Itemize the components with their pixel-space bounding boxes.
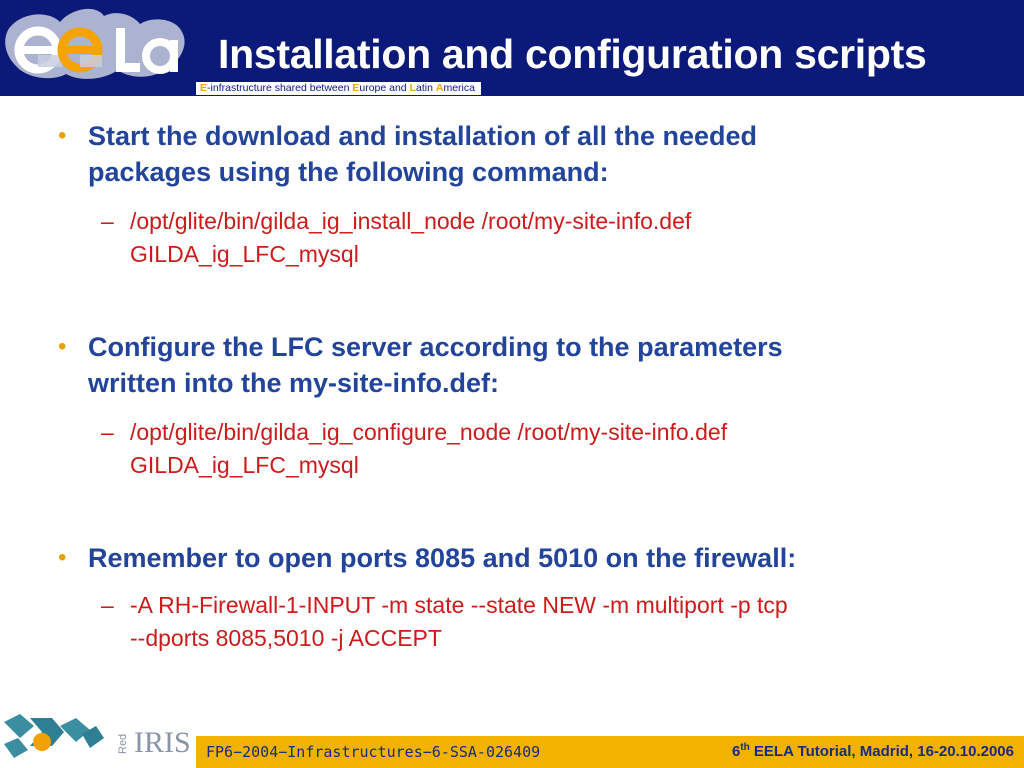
eela-logo — [0, 0, 200, 96]
subtitle-letter: L — [409, 82, 416, 94]
command-line: GILDA_ig_LFC_mysql — [130, 241, 359, 267]
footer-event-text: EELA Tutorial, Madrid, 16-20.10.2006 — [749, 743, 1014, 760]
footer-event — [732, 743, 1014, 761]
bullet-line: Configure the LFC server according to the parameters — [88, 332, 783, 362]
subtitle-letter: E — [200, 82, 208, 94]
command-line: /opt/glite/bin/gilda_ig_configure_node /root/my-site-info.def — [130, 419, 728, 445]
footer-project-code: FP6−2004−Infrastructures−6-SSA-026409 — [206, 743, 541, 761]
bullet-text — [88, 540, 988, 576]
command-line: /opt/glite/bin/gilda_ig_install_node /root/my-site-info.def — [130, 208, 692, 234]
command-line: -A RH-Firewall-1-INPUT -m state --state NEW -m multiport -p tcp — [130, 592, 788, 618]
bullet-marker: • — [58, 333, 67, 360]
rediris-chevron-icon — [4, 714, 34, 738]
bullet-marker: • — [58, 544, 67, 571]
sub-bullet-marker: – — [101, 208, 114, 234]
bullet-text — [88, 329, 988, 401]
footer-event-sup: th — [740, 742, 750, 753]
bullet-line: written into the my-site-info.def: — [88, 368, 499, 398]
bullet-text — [88, 118, 988, 190]
command-line: GILDA_ig_LFC_mysql — [130, 452, 359, 478]
subtitle-text: merica — [443, 82, 475, 94]
subtitle-letter: E — [352, 82, 360, 94]
command-text — [130, 416, 1000, 482]
subtitle-text: urope and — [359, 82, 410, 94]
rediris-iris-label: IRIS — [134, 726, 191, 759]
bullet-line: Remember to open ports 8085 and 5010 on the firewall: — [88, 543, 797, 573]
command-line: --dports 8085,5010 -j ACCEPT — [130, 625, 442, 651]
bullet-line: Start the download and installation of all the needed — [88, 121, 758, 151]
subtitle-text: -infrastructure shared between — [207, 82, 353, 94]
command-text — [130, 205, 1000, 271]
bullet-line: packages using the following command: — [88, 157, 609, 187]
footer-event-num: 6 — [731, 743, 741, 760]
subtitle-letter: A — [435, 82, 444, 94]
sub-bullet-marker: – — [101, 592, 114, 618]
command-text — [130, 589, 1000, 655]
slide-title: Installation and configuration scripts — [218, 31, 927, 77]
rediris-logo — [0, 708, 200, 768]
rediris-red-label: Red — [117, 733, 129, 754]
header-subtitle — [196, 82, 481, 95]
slide-header — [0, 0, 1024, 96]
subtitle-text: atin — [416, 82, 436, 94]
sub-bullet-marker: – — [101, 419, 114, 445]
bullet-marker: • — [58, 122, 67, 149]
